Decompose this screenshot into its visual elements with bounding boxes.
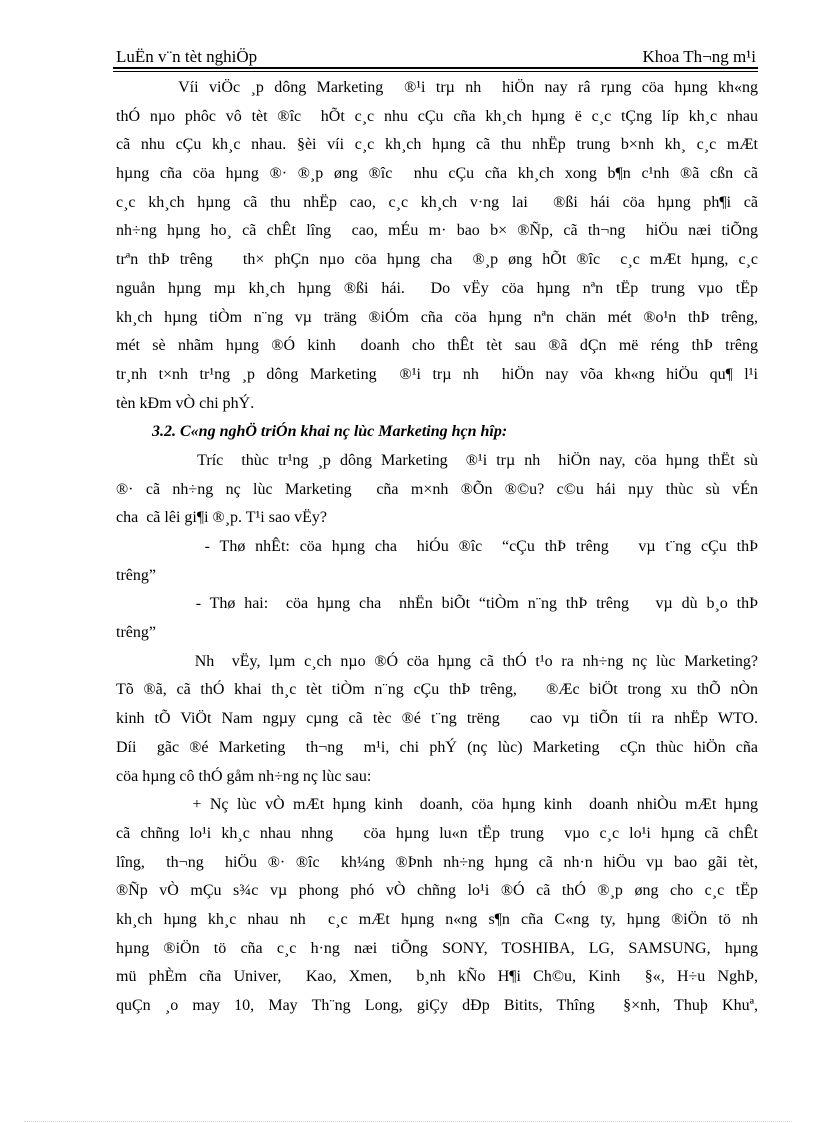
text-line: kh¸ch hµng kh¸c nhau nh c¸c mÆt hµng n«ng s¶n cña C«ng ty, hµng ®iÖn tö nh <box>116 910 758 928</box>
text-line: Víi viÖc ¸p dông Marketing ®¹i trµ nh hiÖn nay râ rµng cöa hµng kh«ng <box>116 79 758 96</box>
header-left-text: LuËn v¨n tèt nghiÖp <box>116 47 258 66</box>
text-line: kh¸ch hµng tiÒm n¨ng vµ träng ®iÓm cña cöa hµng nªn chän mét ®o¹n thÞ trêng, <box>116 308 758 326</box>
text-line: Nh vËy, lµm c¸ch nµo ®Ó cöa hµng cã thÓ t¹o ra nh÷ng nç lùc Marketing? <box>116 652 758 670</box>
text-line: ®Ñp vÒ mÇu s¾c vµ phong phó vÒ chñng lo¹i ®Ó cã thÓ ®¸p øng cho c¸c tËp <box>116 882 758 900</box>
text-line: trêng” <box>116 566 156 584</box>
text-line: trªn thÞ trêng th× phÇn nµo cöa hµng cha ®¸p øng hÕt ®îc c¸c mÆt hµng, c¸c <box>116 251 758 269</box>
text-line: cã nhu cÇu kh¸c nhau. §èi víi c¸c kh¸ch hµng cã thu nhËp trung b×nh kh¸ c¸c mÆt <box>116 136 758 154</box>
header-rule-thick <box>113 67 758 69</box>
text-line: hµng ®iÖn tö cña c¸c h·ng næi tiÕng SONY, TOSHIBA, LG, SAMSUNG, hµng <box>116 939 758 957</box>
text-line: - Thø hai: cöa hµng cha nhËn biÕt “tiÒm n¨ng thÞ trêng vµ dù b¸o thÞ <box>116 595 758 613</box>
text-line: quÇn ¸o may 10, May Th¨ng Long, giÇy dÐp Bitits, Thîng §×nh, Thuþ Khuª, <box>116 997 758 1014</box>
text-line: Díi gãc ®é Marketing th¬ng m¹i, chi phÝ (nç lùc) Marketing cÇn thùc hiÖn cña <box>116 738 758 756</box>
text-line: c¸c kh¸ch hµng cã thu nhËp cao, c¸c kh¸ch v·ng lai ®ßi hái cöa hµng ph¶i cã <box>116 193 758 211</box>
page-bottom-border <box>24 1121 792 1122</box>
text-line: lîng, th¬ng hiÖu ®· ®îc kh¼ng ®Þnh nh÷ng hµng cã nh·n hiÖu vµ bao gãi tèt, <box>116 853 758 871</box>
text-line: cha cã lêi gi¶i ®¸p. T¹i sao vËy? <box>116 509 327 527</box>
text-line: tr¸nh t×nh tr¹ng ¸p dông Marketing ®¹i trµ nh hiÖn nay võa kh«ng hiÖu qu¶ l¹i <box>116 365 758 383</box>
text-line: hµng cña cöa hµng ®· ®¸p øng ®îc nhu cÇu cña kh¸ch xong b¶n c¹nh ®ã cßn cã <box>116 165 758 183</box>
text-line: kinh tÕ ViÖt Nam ngµy cµng cã tèc ®é t¨ng trëng cao vµ tiÕn tíi ra nhËp WTO. <box>116 710 758 728</box>
text-line: - Thø nhÊt: cöa hµng cha hiÓu ®îc “cÇu thÞ trêng vµ t¨ng cÇu thÞ <box>116 538 758 555</box>
text-line: + Nç lùc vÒ mÆt hµng kinh doanh, cöa hµng kinh doanh nhiÒu mÆt hµng <box>116 796 758 814</box>
header-right-text: Khoa Th¬ng m¹i <box>642 47 756 66</box>
text-line: trêng” <box>116 624 156 642</box>
text-line: cã chñng lo¹i kh¸c nhau nhng cöa hµng lu«n tËp trung vµo c¸c lo¹i hµng cã chÊt <box>116 824 758 842</box>
text-line: nh÷ng hµng ho¸ cã chÊt lîng cao, mÉu m· bao b× ®Ñp, cã th¬ng hiÖu næi tiÕng <box>116 222 758 240</box>
section-heading: 3.2. C«ng nghÖ triÓn khai nç lùc Marketing hçn hîp: <box>116 423 508 441</box>
text-line: ®· cã nh÷ng nç lùc Marketing cña m×nh ®Õn ®©u? c©u hái nµy thùc sù vÉn <box>116 480 758 498</box>
text-line: thÓ nµo phôc vô tèt ®îc hÕt c¸c nhu cÇu cña kh¸ch hµng ë c¸c tÇng líp kh¸c nhau <box>116 107 758 125</box>
text-line: mét sè nhãm hµng ®Ó kinh doanh cho thÊt tèt sau ®ã dÇn më réng thÞ trêng <box>116 337 758 355</box>
body-text <box>116 74 758 1021</box>
text-line: nguån hµng mµ kh¸ch hµng ®ßi hái. Do vËy cöa hµng nªn tËp trung vµo tËp <box>116 279 758 297</box>
header-rule-thin <box>113 71 758 72</box>
text-line: Tríc thùc tr¹ng ¸p dông Marketing ®¹i trµ nh hiÖn nay, cöa hµng thËt sù <box>116 451 758 469</box>
text-line: mü phÈm cña Univer, Kao, Xmen, b¸nh kÑo H¶i Ch©u, Kinh §«, H÷u NghÞ, <box>116 968 758 986</box>
text-line: Tõ ®ã, cã thÓ khai th¸c tèt tiÒm n¨ng cÇu thÞ trêng, ®Æc biÖt trong xu thÕ nÒn <box>116 681 758 699</box>
text-line: tèn kÐm vÒ chi phÝ. <box>116 394 255 412</box>
text-line: cöa hµng cô thÓ gåm nh÷ng nç lùc sau: <box>116 767 372 785</box>
